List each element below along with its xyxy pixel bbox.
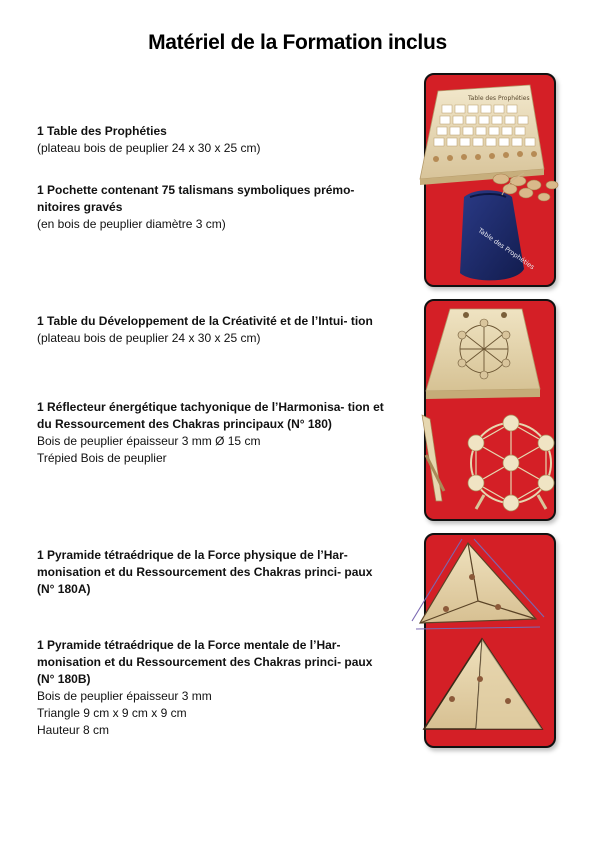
item-pyramide-180b (37, 637, 389, 739)
photo-panel-propheties (424, 73, 556, 287)
item-table-creativite (37, 313, 389, 347)
item-pochette-talismans (37, 182, 389, 233)
item-detail: (plateau bois de peuplier 24 x 30 x 25 cm) (37, 141, 261, 155)
reflector-image (468, 415, 554, 511)
item-detail: Trépied Bois de peuplier (37, 451, 167, 465)
item-title: 1 Table du Développement de la Créativité et de l’Intui- tion (37, 314, 373, 328)
photo-panel-pyramides (424, 533, 556, 748)
item-pyramide-180a (37, 547, 389, 598)
item-title: 1 Pyramide tétraédrique de la Force physique de l’Har- monisation et du Ressourcement des Chakras princi- paux (N° 180A) (37, 548, 373, 596)
item-reflecteur-180 (37, 399, 389, 467)
item-title: 1 Pochette contenant 75 talismans symboliques prémo- nitoires gravés (37, 183, 355, 214)
item-title: 1 Réflecteur énergétique tachyonique de l’Harmonisa- tion et du Ressourcement des Chakras principaux (N° 180) (37, 400, 384, 431)
board-image (420, 85, 544, 185)
pyramid-180a-image (412, 539, 544, 629)
item-detail: Bois de peuplier épaisseur 3 mm (37, 689, 212, 703)
item-detail: Triangle 9 cm x 9 cm x 9 cm (37, 706, 187, 720)
item-title: 1 Table des Prophéties (37, 124, 167, 138)
photo-table-and-reflector (406, 295, 576, 525)
creativity-board-image (426, 309, 540, 399)
item-detail: Bois de peuplier épaisseur 3 mm Ø 15 cm (37, 434, 261, 448)
pyramid-180b-image (424, 639, 542, 729)
item-detail: (plateau bois de peuplier 24 x 30 x 25 cm) (37, 331, 261, 345)
item-detail: (en bois de peuplier diamètre 3 cm) (37, 217, 226, 231)
item-detail: Hauteur 8 cm (37, 723, 110, 737)
photo-panel-creativite (424, 299, 556, 521)
page-title: Matériel de la Formation inclus (148, 31, 447, 54)
tripod-image (422, 415, 444, 501)
photo-table-and-pouch (406, 69, 576, 289)
pouch-label: Table des Prophéties (476, 226, 536, 272)
item-table-propheties (37, 123, 389, 157)
item-title: 1 Pyramide tétraédrique de la Force mentale de l’Har- monisation et du Ressourcement des Chakras princi- paux (N° 180B) (37, 638, 373, 686)
board-title: Table des Prophéties (468, 95, 530, 102)
photo-pyramids (406, 529, 576, 749)
